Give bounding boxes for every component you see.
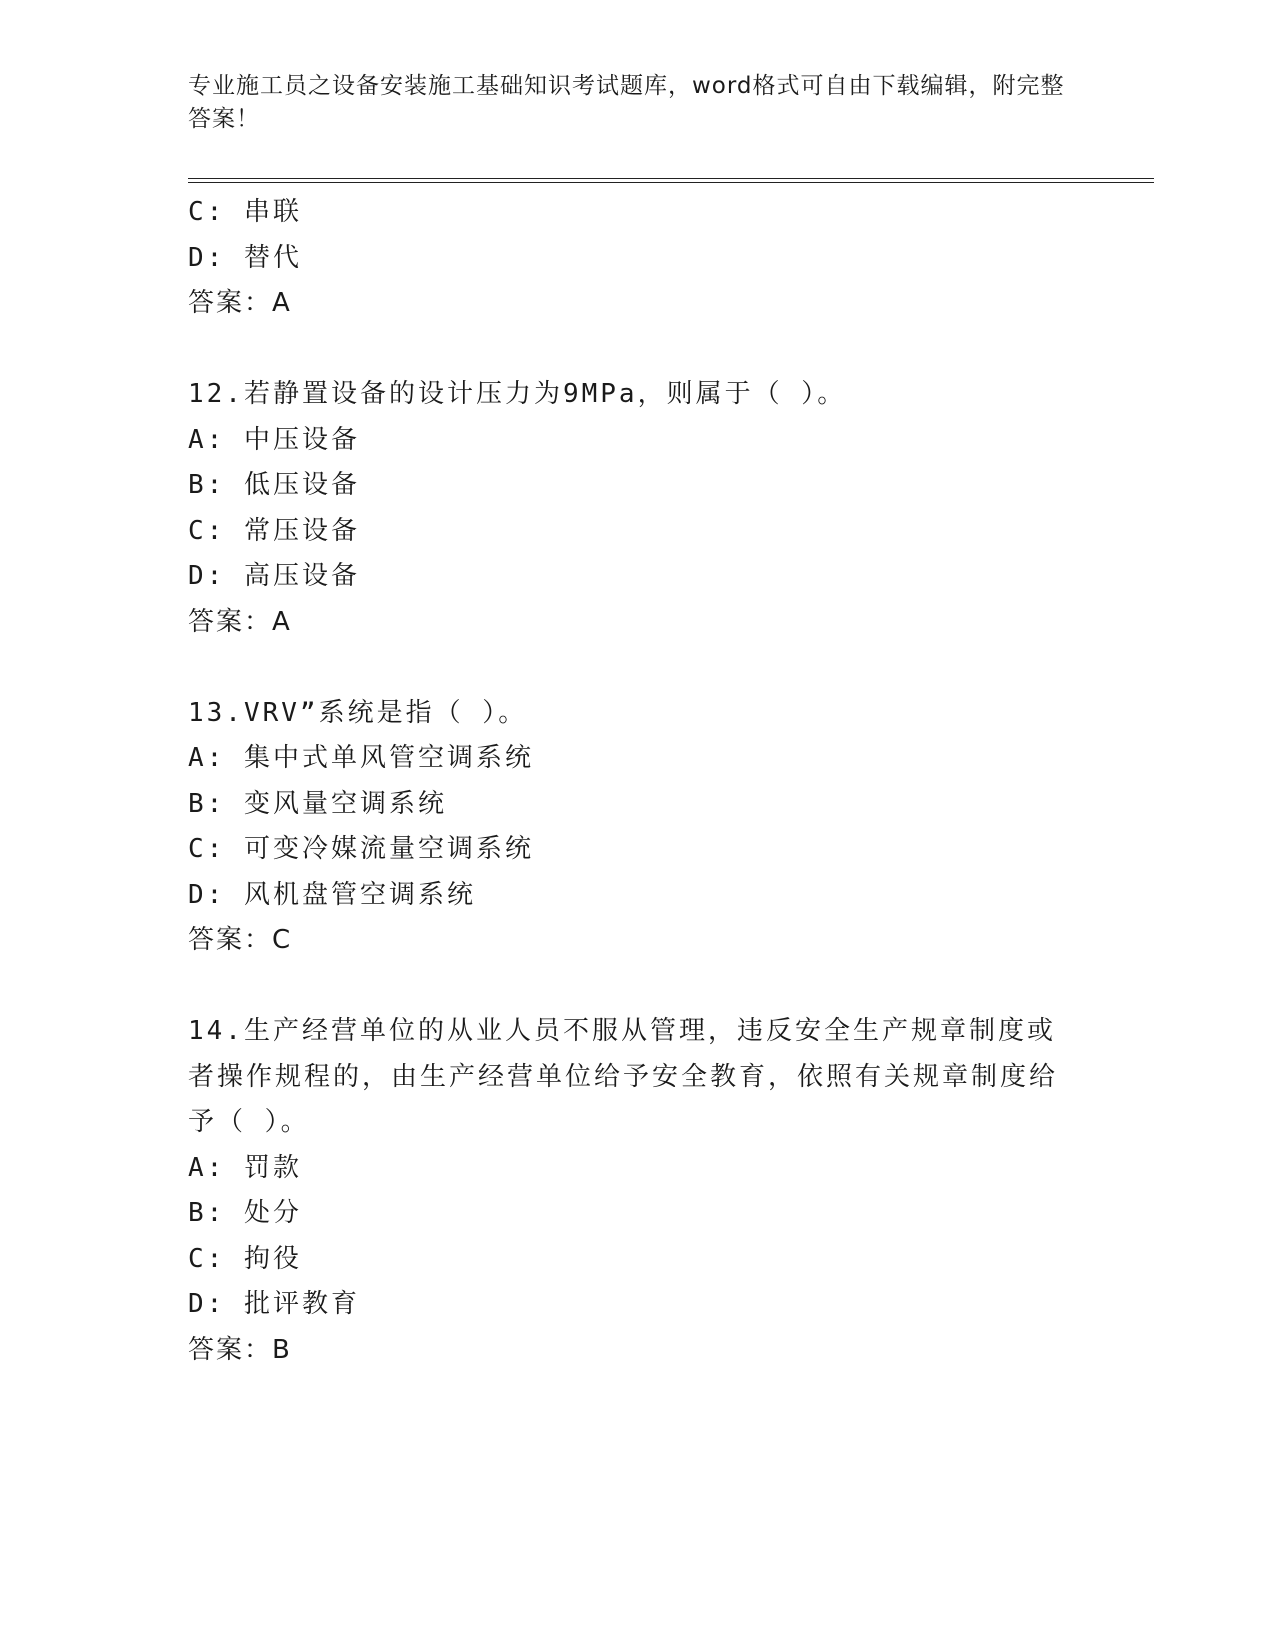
option-c: C: 串联 (188, 197, 302, 227)
answer-line: 答案：A (188, 288, 292, 318)
option-c: C: 拘役 (188, 1243, 302, 1274)
option-b: B: 变风量空调系统 (188, 788, 447, 819)
option-d: D: 风机盘管空调系统 (188, 879, 476, 910)
option-c: C: 常压设备 (188, 515, 360, 546)
question-14 (188, 1009, 1088, 1373)
question-stem: 14.生产经营单位的从业人员不服从管理，违反安全生产规章制度或者操作规程的，由生产经营单位给予安全教育，依照有关规章制度给予（ ）。 (188, 1016, 1059, 1137)
header-title: 专业施工员之设备安装施工基础知识考试题库，word格式可自由下载编辑，附完整答案！ (188, 73, 1065, 132)
option-d: D: 替代 (188, 242, 302, 273)
option-b: B: 处分 (188, 1198, 302, 1228)
question-stem: 13.VRV”系统是指（ ）。 (188, 697, 528, 728)
question-13 (188, 691, 1088, 964)
option-c: C: 可变冷媒流量空调系统 (188, 834, 534, 864)
answer-line: 答案：A (188, 606, 292, 637)
option-d: D: 批评教育 (188, 1289, 360, 1319)
header-divider-bottom (188, 182, 1154, 183)
question-11-tail (188, 190, 1088, 327)
answer-line: 答案：B (188, 1334, 292, 1365)
option-d: D: 高压设备 (188, 561, 360, 591)
option-a: A: 集中式单风管空调系统 (188, 743, 534, 773)
document-header (188, 70, 1068, 136)
option-b: B: 低压设备 (188, 470, 360, 500)
option-a: A: 罚款 (188, 1152, 302, 1183)
question-12 (188, 372, 1088, 645)
question-stem: 12.若静置设备的设计压力为9MPa，则属于（ ）。 (188, 379, 847, 409)
question-list (188, 190, 1088, 1373)
header-divider-top (188, 178, 1154, 179)
answer-line: 答案：C (188, 925, 293, 955)
option-a: A: 中压设备 (188, 424, 360, 455)
